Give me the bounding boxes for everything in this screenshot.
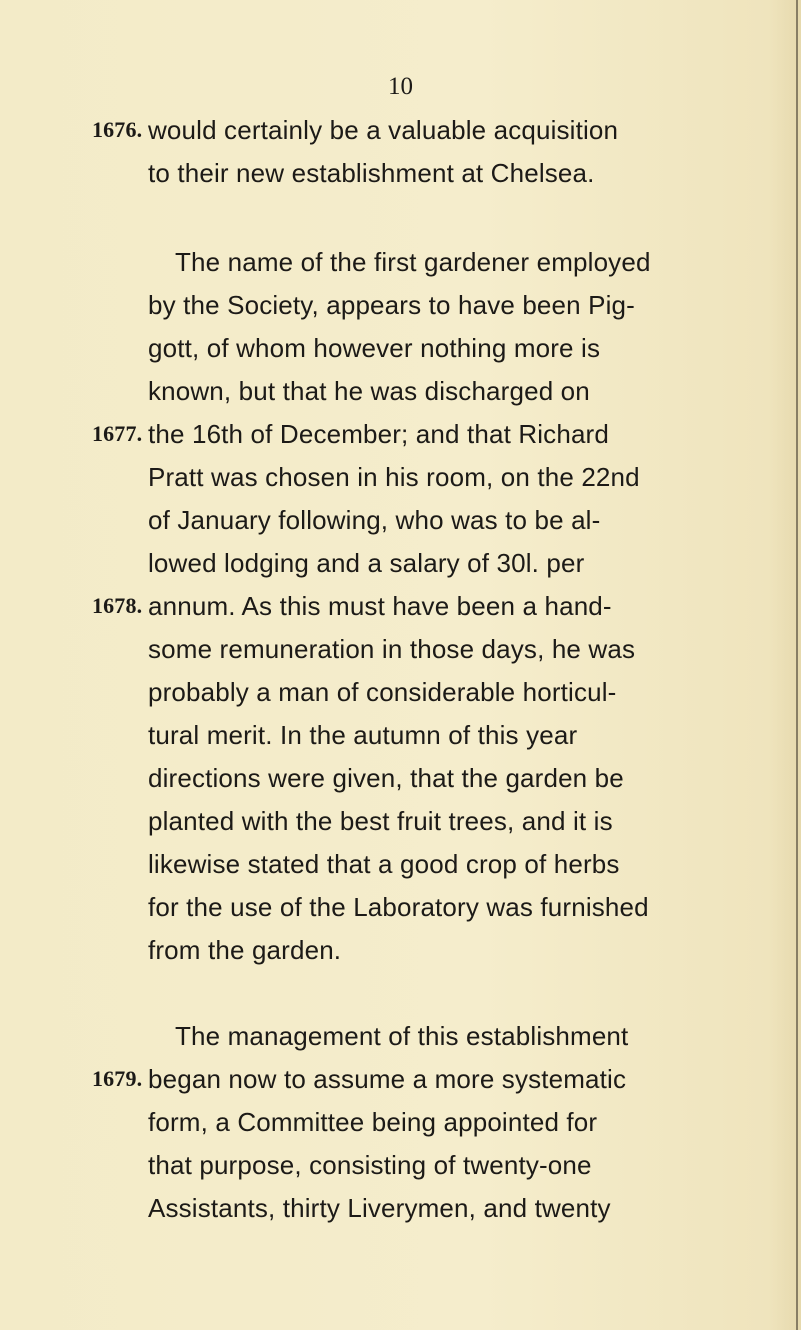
line-text: some remuneration in those days, he was [148, 634, 636, 664]
line-text: the 16th of December; and that Richard [148, 419, 609, 449]
line-text: Assistants, thirty Liverymen, and twenty [148, 1193, 611, 1223]
line-text: Pratt was chosen in his room, on the 22nd [148, 462, 640, 492]
margin-year: 1676. [92, 117, 143, 142]
line-text: lowed lodging and a salary of 30l. per [148, 548, 585, 578]
line-text: known, but that he was discharged on [148, 376, 590, 406]
line-text: began now to assume a more systematic [148, 1064, 627, 1094]
margin-year: 1677. [92, 421, 143, 446]
line-text: probably a man of considerable horticul- [148, 677, 617, 707]
line-text: annum. As this must have been a hand- [148, 591, 612, 621]
page-edge-line [796, 0, 798, 1330]
line-text: to their new establishment at Chelsea. [148, 158, 595, 188]
line-text: directions were given, that the garden be [148, 763, 624, 793]
line-text: The management of this establishment [175, 1021, 629, 1051]
line-text: likewise stated that a good crop of herbs [148, 849, 620, 879]
line-text: tural merit. In the autumn of this year [148, 720, 578, 750]
page-number: 10 [388, 73, 413, 100]
line-text: that purpose, consisting of twenty-one [148, 1150, 592, 1180]
line-text: from the garden. [148, 935, 342, 965]
line-text: The name of the first gardener employed [175, 247, 651, 277]
line-text: of January following, who was to be al- [148, 505, 601, 535]
line-text: planted with the best fruit trees, and it is [148, 806, 613, 836]
margin-year: 1678. [92, 593, 143, 618]
line-text: by the Society, appears to have been Pig- [148, 290, 635, 320]
line-text: for the use of the Laboratory was furnished [148, 892, 649, 922]
line-text: would certainly be a valuable acquisition [148, 115, 619, 145]
margin-year: 1679. [92, 1066, 143, 1091]
line-text: form, a Committee being appointed for [148, 1107, 598, 1137]
line-text: gott, of whom however nothing more is [148, 333, 601, 363]
